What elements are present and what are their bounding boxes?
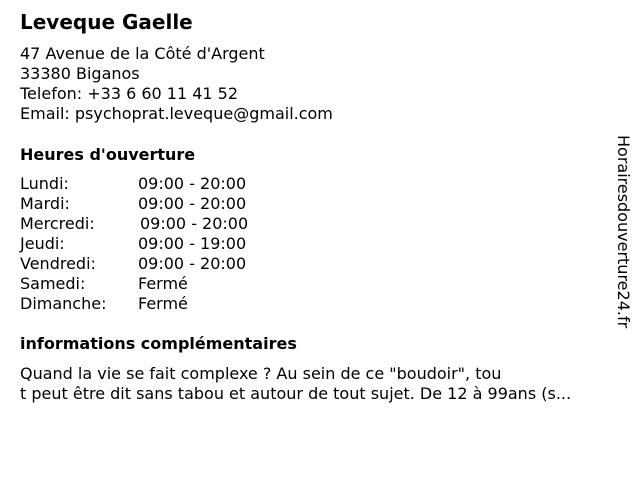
hours-row-monday <box>20 174 320 194</box>
hours-value: 09:00 - 20:00 <box>138 254 247 273</box>
hours-row-thursday <box>20 234 320 254</box>
day-label: Samedi: <box>20 274 86 293</box>
hours-value: Fermé <box>138 294 188 313</box>
street-address: 47 Avenue de la Côté d'Argent <box>20 44 265 63</box>
day-label: Jeudi: <box>20 234 65 253</box>
phone-number: Telefon: +33 6 60 11 41 52 <box>20 84 239 103</box>
hours-value: 09:00 - 20:00 <box>140 214 249 233</box>
hours-value: Fermé <box>138 274 188 293</box>
city-address: 33380 Biganos <box>20 64 140 83</box>
contact-details <box>20 44 333 124</box>
hours-row-wednesday <box>20 214 320 234</box>
business-name: Leveque Gaelle <box>20 10 193 34</box>
hours-value: 09:00 - 20:00 <box>138 174 247 193</box>
site-watermark: Horairesdouverture24.fr <box>614 135 633 329</box>
additional-info-heading: informations complémentaires <box>20 334 297 353</box>
day-label: Mercredi: <box>20 214 95 233</box>
hours-row-sunday <box>20 294 320 314</box>
hours-row-tuesday <box>20 194 320 214</box>
day-label: Vendredi: <box>20 254 96 273</box>
hours-value: 09:00 - 19:00 <box>138 234 247 253</box>
day-label: Dimanche: <box>20 294 107 313</box>
hours-row-saturday <box>20 274 320 294</box>
hours-row-friday <box>20 254 320 274</box>
email-address: Email: psychoprat.leveque@gmail.com <box>20 104 333 123</box>
day-label: Mardi: <box>20 194 70 213</box>
opening-hours-heading: Heures d'ouverture <box>20 145 196 164</box>
description-line: Quand la vie se fait complexe ? Au sein de ce "boudoir", tou <box>20 364 502 383</box>
day-label: Lundi: <box>20 174 69 193</box>
description-line: t peut être dit sans tabou et autour de tout sujet. De 12 à 99ans (s... <box>20 384 572 403</box>
business-description <box>20 364 630 404</box>
hours-value: 09:00 - 20:00 <box>138 194 247 213</box>
